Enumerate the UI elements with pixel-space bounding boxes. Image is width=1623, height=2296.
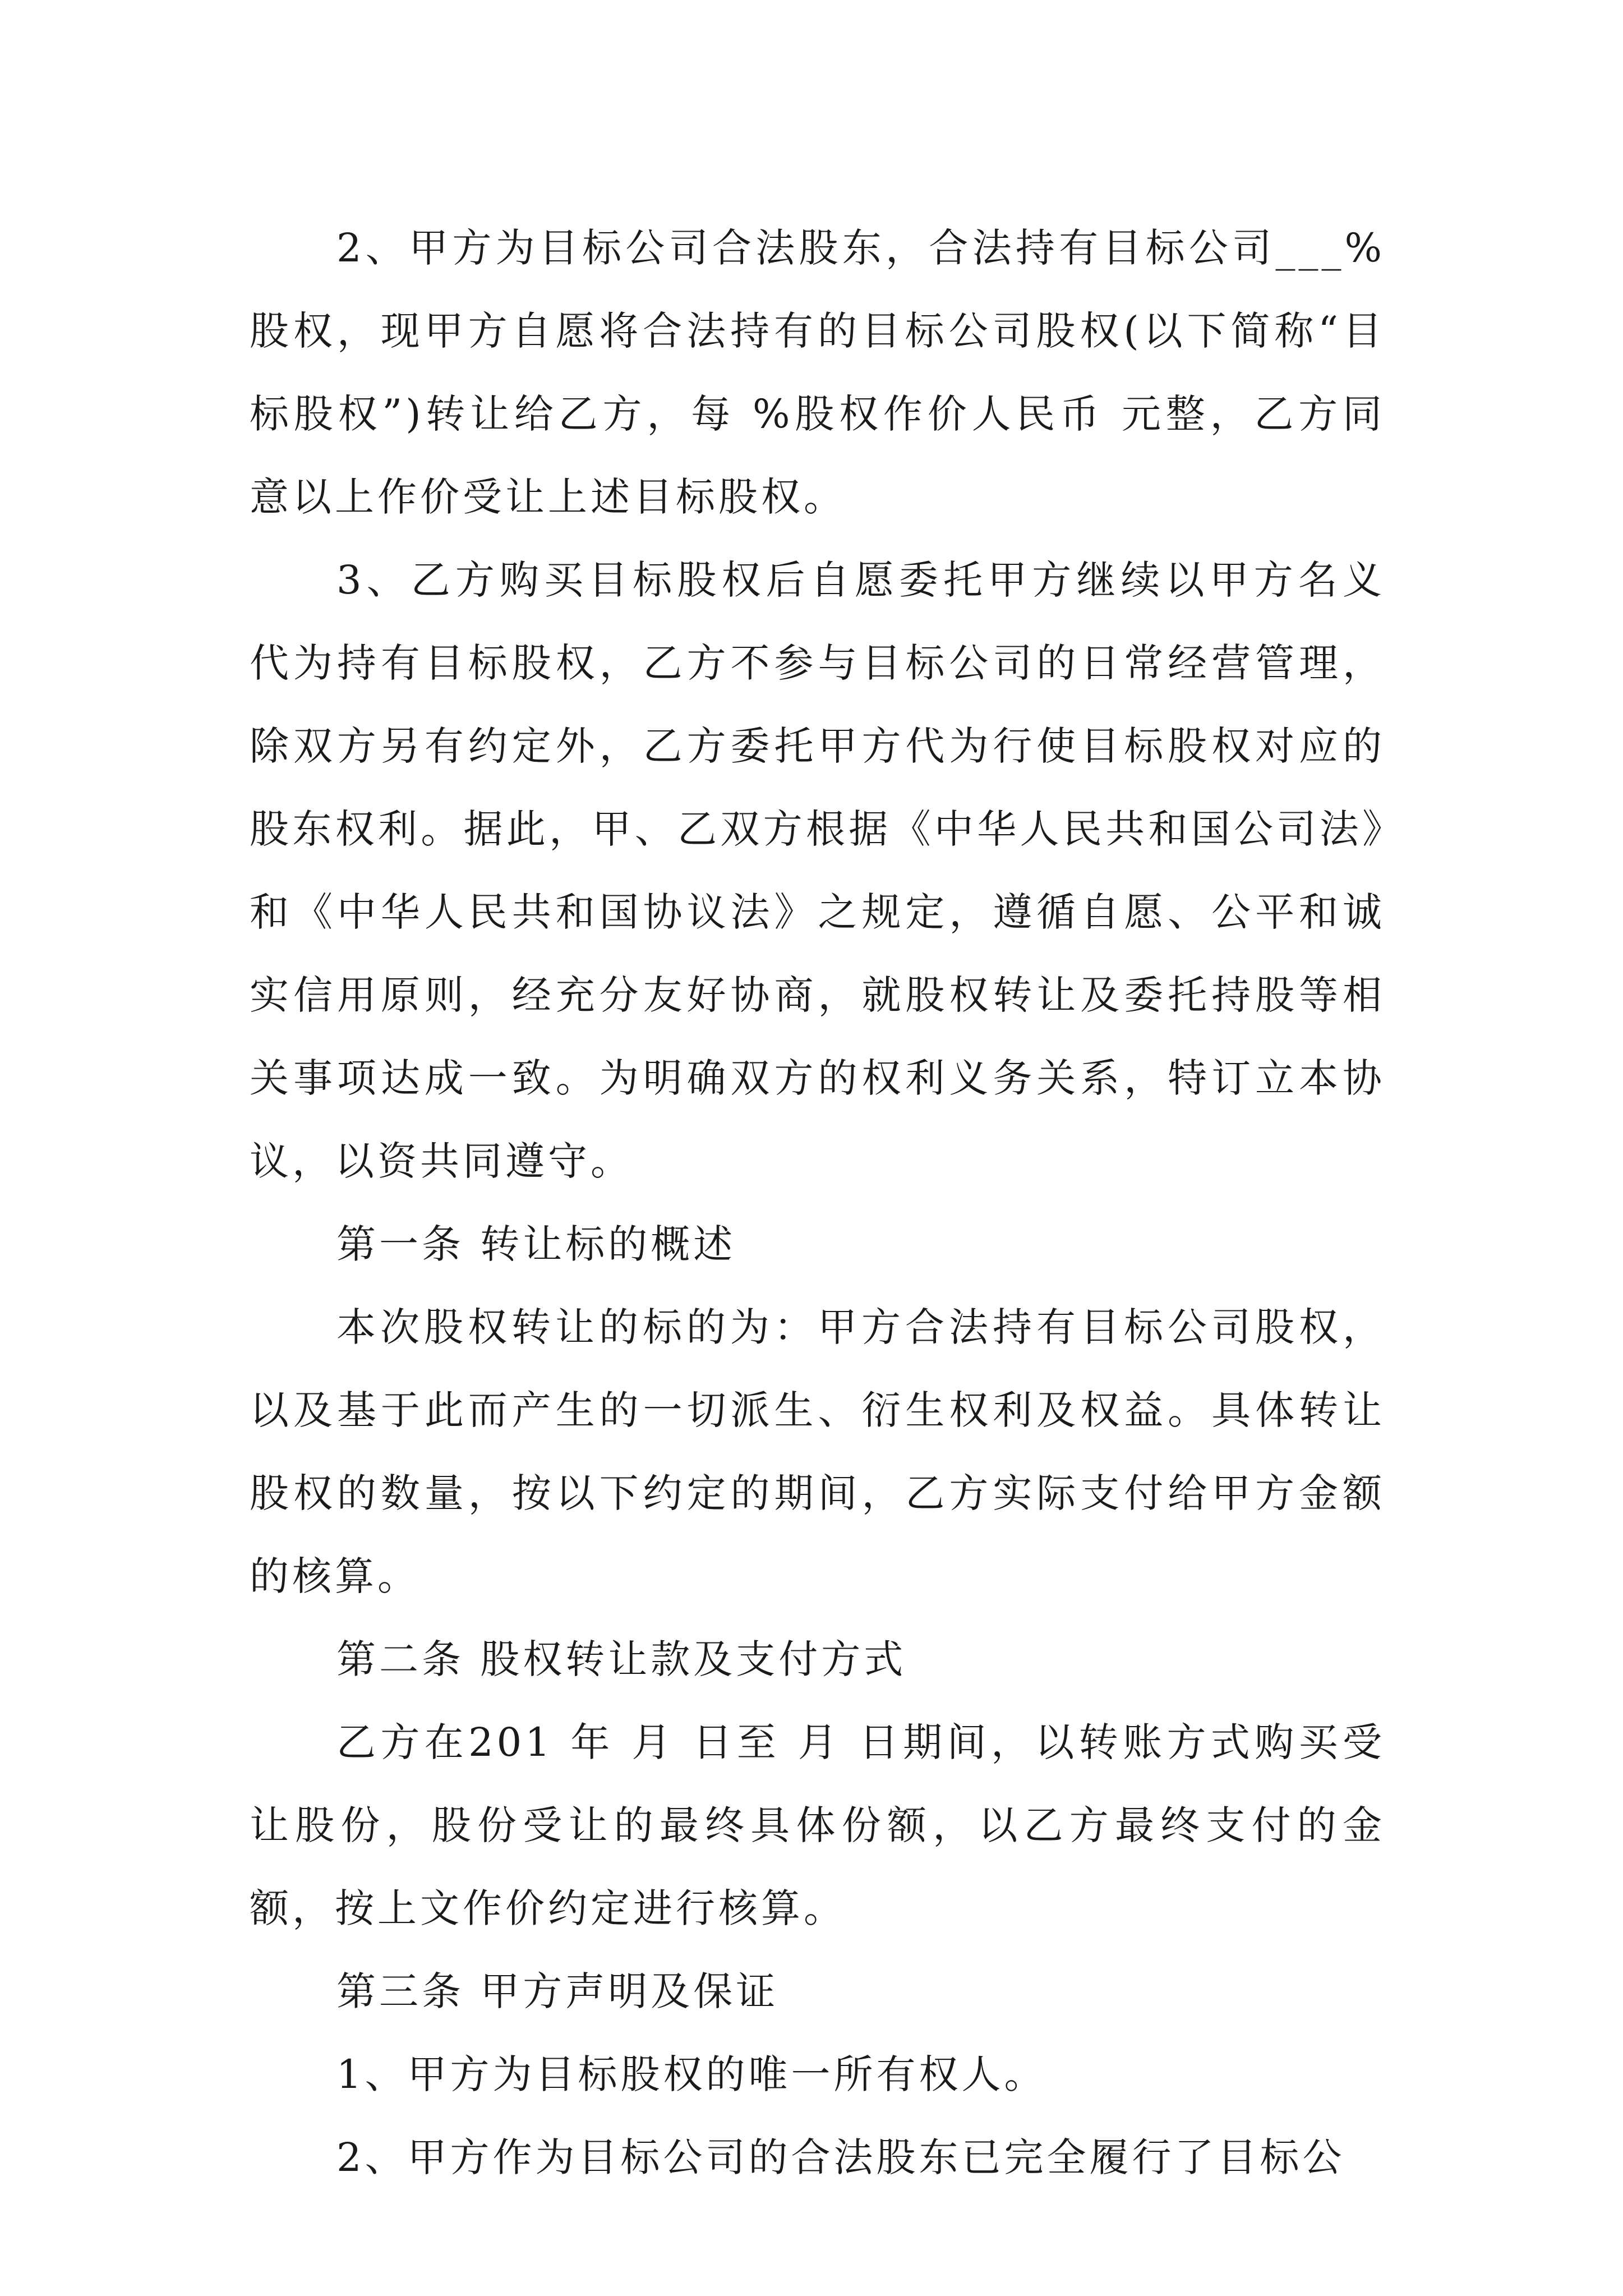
article-3-heading: 第三条 甲方声明及保证 xyxy=(336,1968,779,2014)
article-2-paragraph: 乙方在201 年 月 日至 月 日期间，以转账方式购买受让股份，股份受让的最终具体份额，以乙方最终支付的金额，按上文作价约定进行核算。 xyxy=(250,1719,1385,1931)
document-body xyxy=(250,206,1385,2199)
article-1-heading: 第一条 转让标的概述 xyxy=(336,1221,736,1267)
clause-3-paragraph: 3、乙方购买目标股权后自愿委托甲方继续以甲方名义代为持有目标股权，乙方不参与目标公司的日常经营管理，除双方另有约定外，乙方委托甲方代为行使目标股权对应的股东权利。据此，甲、乙双方根据《中华人民共和国公司法》和《中华人民共和国协议法》之规定，遵循自愿、公平和诚实信用原则，经充分友好协商，就股权转让及委托持股等相关事项达成一致。为明确双方的权利义务关系，特订立本协议，以资共同遵守。 xyxy=(250,557,1385,1184)
article-3-item-1: 1、甲方为目标股权的唯一所有权人。 xyxy=(336,2051,1047,2097)
clause-2-paragraph: 2、甲方为目标公司合法股东，合法持有目标公司___%股权，现甲方自愿将合法持有的目标公司股权(以下简称“目标股权”)转让给乙方，每 %股权作价人民币 元整，乙方同意以上作价受让上述目标股权。 xyxy=(250,225,1385,520)
article-3-item-2: 2、甲方作为目标公司的合法股东已完全履行了目标公 xyxy=(336,2134,1345,2180)
article-1-paragraph: 本次股权转让的标的为：甲方合法持有目标公司股权，以及基于此而产生的一切派生、衍生权利及权益。具体转让股权的数量，按以下约定的期间，乙方实际支付给甲方金额的核算。 xyxy=(250,1304,1385,1599)
article-2-heading: 第二条 股权转让款及支付方式 xyxy=(336,1636,907,1682)
